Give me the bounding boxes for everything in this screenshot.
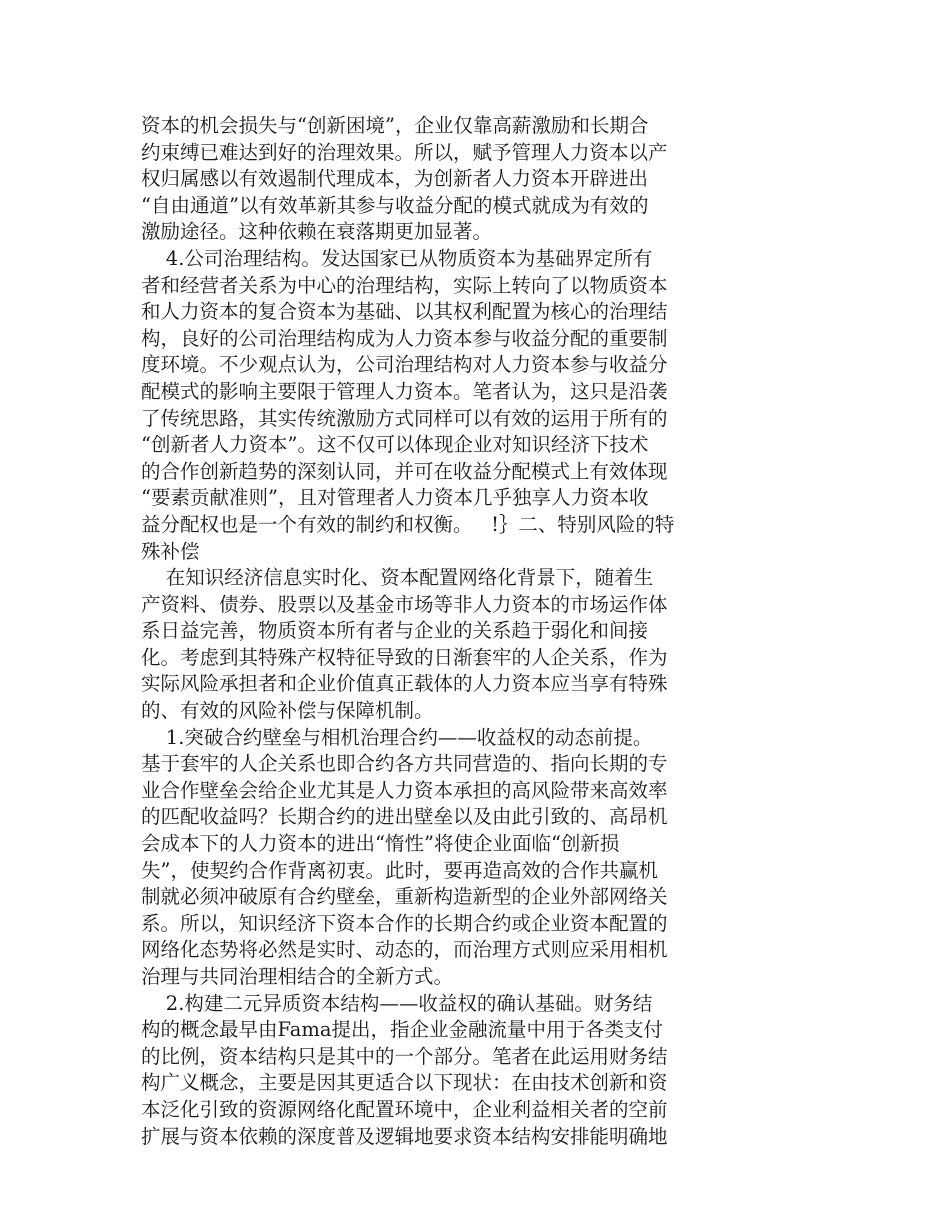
- text-line: 1.突破合约壁垒与相机治理合约——收益权的动态前提。: [141, 725, 653, 749]
- text-line: 殊补偿: [141, 539, 200, 563]
- text-line: 的匹配收益吗？长期合约的进出壁垒以及由此引致的、高昂机: [141, 805, 668, 829]
- text-line: 构，良好的公司治理结构成为人力资本参与收益分配的重要制: [141, 326, 668, 350]
- text-line: 2.构建二元异质资本结构——收益权的确认基础。财务结: [141, 991, 653, 1015]
- body-text: [141, 113, 741, 1150]
- text-line: 的比例，资本结构只是其中的一个部分。笔者在此运用财务结: [141, 1044, 668, 1068]
- text-line: 4.公司治理结构。发达国家已从物质资本为基础界定所有: [141, 246, 653, 270]
- text-line: 失”，使契约合作背离初衷。此时，要再造高效的合作共赢机: [141, 858, 658, 882]
- text-line: 治理与共同治理相结合的全新方式。: [141, 965, 454, 988]
- text-line: 会成本下的人力资本的进出“惰性”将使企业面临“创新损: [141, 832, 620, 856]
- text-line: 权归属感以有效遏制代理成本，为创新者人力资本开辟进出: [141, 167, 649, 191]
- text-line: 构广义概念，主要是因其更适合以下现状：在由技术创新和资: [141, 1071, 668, 1095]
- text-line: 度环境。不少观点认为，公司治理结构对人力资本参与收益分: [141, 353, 668, 377]
- text-line: 网络化态势将必然是实时、动态的，而治理方式则应采用相机: [141, 938, 668, 962]
- text-line: 制就必须冲破原有合约壁垒，重新构造新型的企业外部网络关: [141, 885, 668, 909]
- text-line: 产资料、债券、股票以及基金市场等非人力资本的市场运作体: [141, 592, 668, 616]
- text-line: 激励途径。这种依赖在衰落期更加显著。: [141, 220, 493, 244]
- text-line: 化。考虑到其特殊产权特征导致的日渐套牢的人企关系，作为: [141, 645, 668, 669]
- text-line: 者和经营者关系为中心的治理结构，实际上转向了以物质资本: [141, 273, 668, 297]
- text-line: 系。所以，知识经济下资本合作的长期合约或企业资本配置的: [141, 911, 668, 935]
- text-line: 本泛化引致的资源网络化配置环境中，企业利益相关者的空前: [141, 1097, 668, 1121]
- text-line: 配模式的影响主要限于管理人力资本。笔者认为，这只是沿袭: [141, 379, 668, 403]
- text-line: 业合作壁垒会给企业尤其是人力资本承担的高风险带来高效率: [141, 778, 668, 802]
- text-line: 系日益完善，物质资本所有者与企业的关系趋于弱化和间接: [141, 619, 649, 643]
- text-line: 在知识经济信息实时化、资本配置网络化背景下，随着生: [141, 566, 654, 590]
- text-line: “要素贡献准则”，且对管理者人力资本几乎独享人力资本收: [141, 486, 649, 510]
- text-line: 基于套牢的人企关系也即合约各方共同营造的、指向长期的专: [141, 752, 668, 776]
- text-line: 了传统思路，其实传统激励方式同样可以有效的运用于所有的: [141, 406, 668, 430]
- text-line: “自由通道”以有效革新其参与收益分配的模式就成为有效的: [141, 193, 649, 217]
- text-line: 的、有效的风险补偿与保障机制。: [141, 699, 434, 723]
- text-line: 扩展与资本依赖的深度普及逻辑地要求资本结构安排能明确地: [141, 1124, 668, 1148]
- text-line: 资本的机会损失与“创新困境”，企业仅靠高薪激励和长期合: [141, 114, 649, 137]
- text-line: 的合作创新趋势的深刻认同，并可在收益分配模式上有效体现: [141, 459, 668, 483]
- text-line: 实际风险承担者和企业价值真正载体的人力资本应当享有特殊: [141, 672, 668, 696]
- text-line: “创新者人力资本”。这不仅可以体现企业对知识经济下技术: [141, 433, 649, 457]
- text-line: 和人力资本的复合资本为基础、以其权利配置为核心的治理结: [141, 300, 668, 324]
- text-line: 构的概念最早由Fama提出，指企业金融流量中用于各类支付: [141, 1018, 663, 1042]
- text-line: 约束缚已难达到好的治理效果。所以，赋予管理人力资本以产: [141, 140, 668, 164]
- text-line: 益分配权也是一个有效的制约和权衡。 !｝二、特别风险的特: [141, 512, 675, 536]
